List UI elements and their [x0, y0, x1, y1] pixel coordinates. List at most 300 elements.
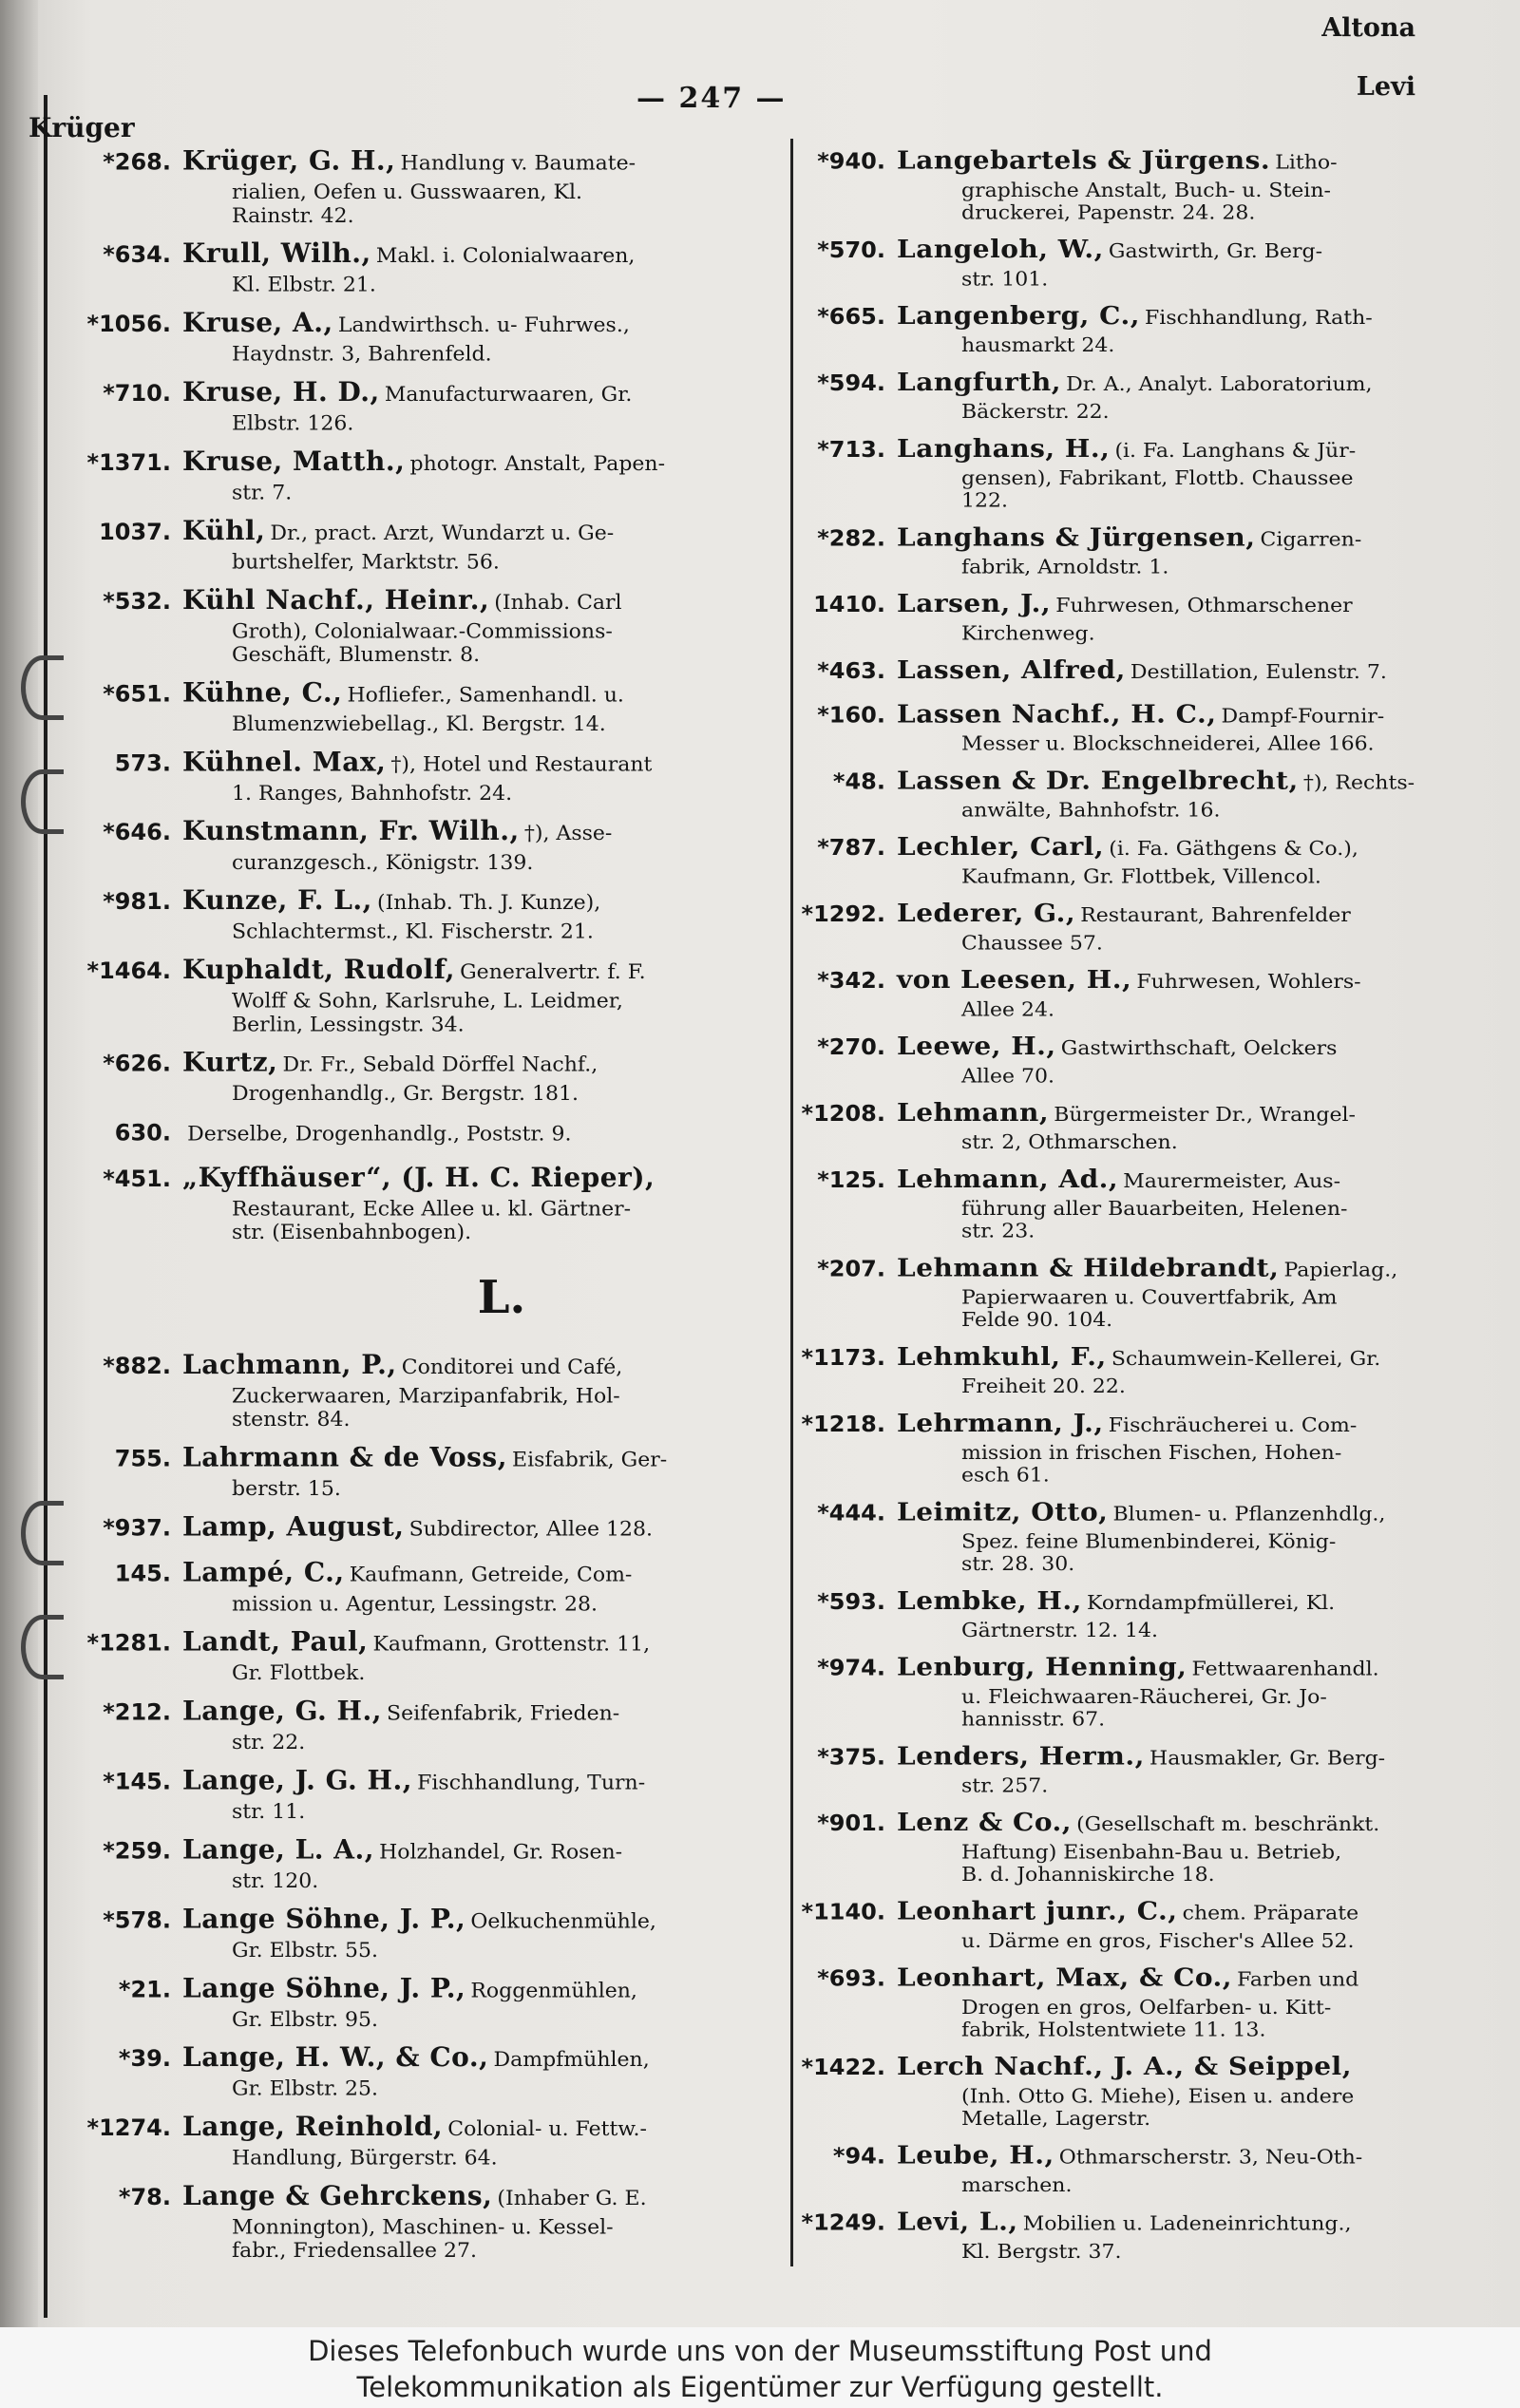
subscriber-name: Lange, J. G. H.,: [182, 1764, 413, 1796]
entry-continuation: Drogenhandlg., Gr. Bergstr. 181.: [232, 1082, 579, 1107]
entry-description: Fischhandlung, Rath-: [1145, 306, 1373, 330]
directory-entry: [38, 815, 775, 876]
directory-entry: [750, 898, 1440, 956]
phone-number: *651.: [103, 680, 171, 708]
directory-entry: [38, 884, 775, 945]
entry-description: Manufacturwaaren, Gr.: [384, 383, 633, 407]
directory-entry: [750, 1807, 1440, 1887]
entry-continuation: fabrik, Arnoldstr. 1.: [961, 556, 1169, 579]
entry-description: Maurermeister, Aus-: [1123, 1169, 1341, 1193]
directory-entry: [38, 1348, 775, 1432]
subscriber-name: Larsen, J.,: [897, 588, 1052, 618]
phone-number: *444.: [817, 1500, 885, 1526]
directory-entry: [750, 299, 1440, 357]
entry-description: Gastwirth, Gr. Berg-: [1108, 240, 1323, 263]
entry-continuation: gensen), Fabrikant, Flottb. Chaussee: [961, 467, 1354, 490]
phone-number: *937.: [103, 1514, 171, 1542]
subscriber-name: Kuphaldt, Rudolf,: [182, 954, 455, 985]
entry-continuation: mission u. Agentur, Lessingstr. 28.: [232, 1592, 598, 1617]
subscriber-name: Lassen & Dr. Engelbrecht,: [897, 765, 1299, 795]
subscriber-name: Lange, G. H.,: [182, 1695, 382, 1727]
entry-description: (Inhaber G. E.: [497, 2187, 647, 2210]
entry-continuation: berstr. 15.: [232, 1477, 341, 1501]
subscriber-name: Lenburg, Henning,: [897, 1652, 1188, 1682]
phone-number: *1249.: [801, 2209, 885, 2236]
entry-description: Generalvertr. f. F.: [460, 960, 646, 984]
entry-description: chem. Präparate: [1182, 1902, 1359, 1925]
right-guide-word: Levi: [1356, 72, 1416, 102]
subscriber-name: Kruse, H. D.,: [182, 376, 380, 408]
entry-description: Kaufmann, Getreide, Com-: [349, 1563, 633, 1587]
phone-number: *882.: [103, 1353, 171, 1379]
directory-entry: [750, 2206, 1440, 2264]
directory-entry: [38, 445, 775, 505]
phone-number: *282.: [817, 525, 885, 551]
entry-continuation: stenstr. 84.: [232, 1408, 351, 1432]
subscriber-name: Levi, L.,: [897, 2207, 1018, 2237]
phone-number: *212.: [103, 1698, 171, 1726]
left-guide-word: Krüger: [28, 112, 135, 143]
subscriber-name: von Leesen, H.,: [897, 964, 1132, 995]
entry-continuation: Metalle, Lagerstr.: [961, 2108, 1151, 2131]
directory-entry: [38, 2041, 775, 2102]
entry-continuation: Schlachtermst., Kl. Fischerstr. 21.: [232, 920, 594, 944]
entry-continuation: Allee 70.: [961, 1065, 1054, 1088]
entry-continuation: 1. Ranges, Bahnhofstr. 24.: [232, 782, 513, 806]
entry-description: (Inhab. Th. J. Kunze),: [376, 891, 601, 916]
entry-continuation: Restaurant, Ecke Allee u. kl. Gärtner-: [232, 1197, 632, 1222]
phone-number: *145.: [103, 1768, 171, 1795]
entry-continuation: Freiheit 20. 22.: [961, 1375, 1126, 1398]
entry-continuation: rialien, Oefen u. Gusswaaren, Kl.: [232, 180, 582, 205]
directory-entry: [750, 765, 1440, 823]
entry-continuation: Rainstr. 42.: [232, 204, 354, 228]
entry-description: Roggenmühlen,: [470, 1979, 637, 2003]
book-binding-shadow: [0, 0, 38, 2327]
entry-description: †), Hotel und Restaurant: [390, 752, 653, 777]
directory-entry: [38, 2111, 775, 2171]
entry-description: Blumen- u. Pflanzenhdlg.,: [1112, 1503, 1386, 1526]
entry-description: Mobilien u. Ladeneinrichtung.,: [1022, 2212, 1352, 2236]
subscriber-name: Kühnel. Max,: [182, 746, 387, 778]
subscriber-name: Lerch Nachf., J. A., & Seippel,: [897, 2051, 1352, 2081]
entry-continuation: Zuckerwaaren, Marzipanfabrik, Hol-: [232, 1384, 620, 1409]
entry-description: Landwirthsch. u- Fuhrwes.,: [337, 313, 630, 338]
entry-description: Fettwaarenhandl.: [1191, 1658, 1379, 1681]
phone-number: 755.: [114, 1445, 171, 1472]
subscriber-name: Langhans & Jürgensen,: [897, 521, 1256, 552]
subscriber-name: Lehrmann, J.,: [897, 1408, 1104, 1438]
directory-entry: [750, 1651, 1440, 1732]
entry-continuation: str. 120.: [232, 1869, 319, 1893]
phone-number: *646.: [103, 819, 171, 846]
directory-entry: [750, 1252, 1440, 1333]
directory-entry: [750, 1895, 1440, 1953]
directory-entry: [750, 366, 1440, 424]
subscriber-name: Lassen Nachf., H. C.,: [897, 698, 1217, 730]
entry-description: Bürgermeister Dr., Wrangel-: [1054, 1103, 1356, 1127]
entry-description: Holzhandel, Gr. Rosen-: [379, 1840, 623, 1865]
entry-description: (Gesellschaft m. beschränkt.: [1076, 1813, 1380, 1836]
entry-continuation: curanzgesch., Königstr. 139.: [232, 851, 534, 875]
entry-continuation: Allee 24.: [961, 998, 1054, 1022]
entry-continuation: Blumenzwiebellag., Kl. Bergstr. 14.: [232, 712, 606, 736]
entry-description: Fischhandlung, Turn-: [417, 1771, 646, 1795]
entry-description: (i. Fa. Langhans & Jür-: [1114, 439, 1357, 463]
directory-entry: [750, 831, 1440, 889]
entry-description: Derselbe, Drogenhandlg., Poststr. 9.: [187, 1122, 572, 1147]
entry-description: Papierlag.,: [1283, 1259, 1398, 1281]
phone-number: *268.: [103, 148, 171, 176]
directory-entry: [750, 654, 1440, 691]
subscriber-name: Lehmkuhl, F.,: [897, 1341, 1107, 1372]
city-header: Altona: [1321, 13, 1416, 43]
subscriber-name: Leimitz, Otto,: [897, 1496, 1109, 1526]
subscriber-name: Kunstmann, Fr. Wilh.,: [182, 815, 520, 847]
subscriber-name: „Kyffhäuser“, (J. H. C. Rieper),: [182, 1162, 656, 1193]
subscriber-name: Langhans, H.,: [897, 433, 1111, 464]
subscriber-name: Lange, H. W., & Co.,: [182, 2041, 489, 2074]
entry-description: Conditorei und Café,: [401, 1356, 623, 1379]
entry-description: †), Asse-: [523, 822, 613, 846]
subscriber-name: Kruse, A.,: [182, 307, 333, 338]
entry-continuation: Felde 90. 104.: [961, 1309, 1113, 1332]
subscriber-name: Lampé, C.,: [182, 1557, 345, 1588]
directory-entry: [38, 1510, 775, 1547]
entry-continuation: Chaussee 57.: [961, 932, 1103, 956]
directory-entry: [750, 144, 1440, 225]
entry-description: Dr., pract. Arzt, Wundarzt u. Ge-: [270, 521, 615, 545]
directory-entry: [38, 1161, 775, 1245]
entry-description: Dr. A., Analyt. Laboratorium,: [1066, 372, 1373, 396]
page-number: — 247 —: [636, 82, 787, 115]
phone-number: *570.: [817, 237, 885, 263]
subscriber-name: Krüger, G. H.,: [182, 144, 396, 177]
phone-number: *94.: [832, 2143, 885, 2170]
directory-entry: [38, 583, 775, 668]
entry-description: Kaufmann, Grottenstr. 11,: [372, 1632, 651, 1657]
entry-continuation: u. Därme en gros, Fischer's Allee 52.: [961, 1930, 1355, 1953]
entry-continuation: Kaufmann, Gr. Flottbek, Villencol.: [961, 865, 1321, 889]
phone-number: *270.: [817, 1034, 885, 1060]
entry-description: Restaurant, Bahrenfelder: [1080, 904, 1351, 927]
phone-number: *593.: [817, 1589, 885, 1615]
phone-number: *1218.: [801, 1411, 885, 1437]
entry-continuation: str. 101.: [961, 268, 1049, 291]
entry-description: Cigarren-: [1260, 528, 1362, 551]
subscriber-name: Krull, Wilh.,: [182, 237, 371, 270]
subscriber-name: Lenz & Co.,: [897, 1807, 1072, 1837]
subscriber-name: Lehmann & Hildebrandt,: [897, 1252, 1280, 1282]
phone-number: *125.: [817, 1167, 885, 1193]
entry-continuation: str. (Eisenbahnbogen).: [232, 1221, 472, 1244]
subscriber-name: Lahrmann & de Voss,: [182, 1441, 507, 1473]
directory-entry: [750, 1340, 1440, 1398]
subscriber-name: Kühl,: [182, 515, 266, 546]
entry-description: Handlung v. Baumate-: [400, 151, 636, 176]
directory-entry: [38, 375, 775, 436]
entry-continuation: Haftung) Eisenbahn-Bau u. Betrieb,: [961, 1841, 1342, 1865]
directory-entry: [38, 306, 775, 367]
subscriber-name: Leonhart, Max, & Co.,: [897, 1962, 1233, 1993]
entry-description: Colonial- u. Fettw.-: [447, 2117, 647, 2142]
entry-description: Oelkuchenmühle,: [470, 1909, 656, 1934]
phone-number: *39.: [118, 2045, 171, 2073]
directory-entry: [38, 953, 775, 1037]
phone-number: *1208.: [801, 1101, 885, 1127]
entry-description: Farben und: [1237, 1968, 1359, 1992]
entry-continuation: Spez. feine Blumenbinderei, König-: [961, 1530, 1337, 1554]
entry-continuation: 122.: [961, 489, 1008, 513]
directory-entry: [750, 1030, 1440, 1088]
entry-continuation: str. 11.: [232, 1800, 306, 1824]
entry-description: Fuhrwesen, Wohlers-: [1136, 971, 1361, 994]
subscriber-name: Kruse, Matth.,: [182, 446, 406, 477]
section-letter: L.: [477, 1271, 526, 1324]
entry-continuation: Haydnstr. 3, Bahrenfeld.: [232, 342, 492, 367]
subscriber-name: Kühne, C.,: [182, 676, 343, 709]
entry-continuation: str. 23.: [961, 1220, 1036, 1243]
entry-continuation: Gärtnerstr. 12. 14.: [961, 1620, 1158, 1642]
entry-continuation: Gr. Elbstr. 55.: [232, 1939, 379, 1962]
entry-continuation: graphische Anstalt, Buch- u. Stein-: [961, 179, 1331, 202]
entry-continuation: u. Fleichwaaren-Räucherei, Gr. Jo-: [961, 1686, 1327, 1709]
entry-continuation: Elbstr. 126.: [232, 411, 354, 436]
entry-description: Korndampfmüllerei, Kl.: [1086, 1591, 1336, 1615]
phone-number: *342.: [817, 968, 885, 994]
entry-continuation: str. 7.: [232, 481, 293, 505]
entry-description: Makl. i. Colonialwaaren,: [375, 244, 636, 269]
entry-description: Seifenfabrik, Frieden-: [387, 1701, 620, 1726]
entry-description: †), Rechts-: [1302, 771, 1416, 794]
left-column: [38, 144, 775, 2272]
entry-description: Dr. Fr., Sebald Dörffel Nachf.,: [282, 1052, 598, 1077]
directory-entry: [750, 2051, 1440, 2132]
subscriber-name: Leewe, H.,: [897, 1031, 1056, 1061]
phone-number: *532.: [103, 588, 171, 615]
directory-entry: [750, 1740, 1440, 1798]
phone-number: 630.: [114, 1119, 171, 1147]
entry-continuation: Kl. Elbstr. 21.: [232, 273, 376, 297]
directory-entry: [38, 1115, 775, 1152]
subscriber-name: Lamp, August,: [182, 1510, 405, 1543]
phone-number: *21.: [118, 1976, 171, 2003]
subscriber-name: Lange & Gehrckens,: [182, 2180, 493, 2211]
directory-entry: [750, 432, 1440, 513]
phone-number: *901.: [817, 1811, 885, 1836]
directory-entry: [750, 234, 1440, 292]
subscriber-name: Langebartels & Jürgens.: [897, 144, 1271, 176]
directory-entry: [38, 144, 775, 229]
entry-description: Schaumwein-Kellerei, Gr.: [1111, 1347, 1381, 1371]
phone-number: *634.: [103, 241, 171, 269]
entry-continuation: führung aller Bauarbeiten, Helenen-: [961, 1198, 1348, 1221]
phone-number: *1422.: [801, 2055, 885, 2080]
phone-number: *974.: [817, 1655, 885, 1681]
phone-number: *375.: [817, 1744, 885, 1770]
subscriber-name: Lembke, H.,: [897, 1585, 1082, 1616]
entry-continuation: B. d. Johanniskirche 18.: [961, 1864, 1215, 1887]
entry-continuation: hausmarkt 24.: [961, 334, 1115, 357]
subscriber-name: Lehmann,: [897, 1097, 1050, 1128]
directory-entry: [750, 1407, 1440, 1488]
subscriber-name: Lechler, Carl,: [897, 831, 1105, 862]
phone-number: 1410.: [813, 592, 885, 617]
entry-continuation: Gr. Flottbek.: [232, 1661, 366, 1686]
phone-number: *713.: [817, 436, 885, 463]
entry-description: Hofliefer., Samenhandl. u.: [347, 683, 624, 708]
directory-entry: [750, 698, 1440, 756]
entry-continuation: str. 22.: [232, 1731, 306, 1755]
entry-continuation: str. 28. 30.: [961, 1553, 1075, 1576]
phone-number: *665.: [817, 304, 885, 330]
entry-description: (Inhab. Carl: [494, 591, 622, 615]
copyright-line-1: Dieses Telefonbuch wurde uns von der Museumsstiftung Post und: [308, 2335, 1212, 2367]
entry-continuation: Geschäft, Blumenstr. 8.: [232, 643, 481, 667]
entry-continuation: Berlin, Lessingstr. 34.: [232, 1013, 465, 1037]
entry-continuation: Kl. Bergstr. 37.: [961, 2240, 1122, 2264]
phone-number: *1292.: [801, 901, 885, 927]
subscriber-name: Langfurth,: [897, 367, 1061, 397]
entry-continuation: (Inh. Otto G. Miehe), Eisen u. andere: [961, 2085, 1355, 2109]
entry-description: Dampfmühlen,: [493, 2048, 650, 2073]
directory-entry: [38, 1833, 775, 1894]
directory-entry: [38, 746, 775, 806]
subscriber-name: Lange, L. A.,: [182, 1833, 374, 1866]
phone-number: *259.: [103, 1837, 171, 1865]
entry-continuation: Drogen en gros, Oelfarben- u. Kitt-: [961, 1996, 1332, 2019]
entry-description: photogr. Anstalt, Papen-: [409, 452, 666, 476]
entry-description: Fuhrwesen, Othmarschener: [1055, 595, 1353, 617]
entry-description: Subdirector, Allee 128.: [408, 1517, 654, 1542]
phone-number: *78.: [118, 2184, 171, 2210]
phone-number: *451.: [103, 1166, 171, 1192]
entry-description: Fischräucherei u. Com-: [1108, 1413, 1358, 1437]
directory-entry: [750, 1496, 1440, 1577]
directory-entry: [750, 2139, 1440, 2197]
entry-description: Eisfabrik, Ger-: [512, 1448, 668, 1472]
directory-entry: [750, 1163, 1440, 1243]
right-column: [750, 144, 1440, 2272]
phone-number: *1056.: [86, 311, 171, 338]
phone-number: *1173.: [801, 1345, 885, 1371]
phone-number: *626.: [103, 1050, 171, 1077]
subscriber-name: Lachmann, P.,: [182, 1349, 397, 1380]
subscriber-name: Kühl Nachf., Heinr.,: [182, 584, 490, 616]
entry-continuation: fabr., Friedensallee 27.: [232, 2239, 478, 2264]
entry-continuation: anwälte, Bahnhofstr. 16.: [961, 799, 1221, 823]
phone-number: *1140.: [801, 1899, 885, 1925]
entry-description: Dampf-Fournir-: [1221, 705, 1385, 729]
subscriber-name: Lenders, Herm.,: [897, 1740, 1145, 1771]
entry-continuation: str. 2, Othmarschen.: [961, 1131, 1178, 1154]
directory-entry: [750, 1962, 1440, 2042]
phone-number: *1274.: [86, 2114, 171, 2142]
entry-continuation: marschen.: [961, 2174, 1073, 2197]
entry-continuation: Papierwaaren u. Couvertfabrik, Am: [961, 1286, 1338, 1310]
directory-entry: [38, 1764, 775, 1825]
subscriber-name: Leonhart junr., C.,: [897, 1896, 1178, 1926]
copyright-notice: [0, 2327, 1520, 2408]
directory-entry: [38, 1972, 775, 2033]
entry-continuation: druckerei, Papenstr. 24. 28.: [961, 201, 1256, 225]
subscriber-name: Lange Söhne, J. P.,: [182, 1972, 466, 2004]
directory-entry: [38, 1556, 775, 1617]
directory-entry: [38, 1695, 775, 1755]
phone-number: 1037.: [99, 519, 171, 545]
phone-number: 145.: [114, 1561, 171, 1587]
directory-entry: [750, 1096, 1440, 1154]
entry-continuation: Handlung, Bürgerstr. 64.: [232, 2146, 498, 2171]
phone-number: *693.: [817, 1965, 885, 1992]
phone-number: *207.: [817, 1256, 885, 1281]
entry-continuation: burtshelfer, Marktstr. 56.: [232, 550, 500, 575]
directory-entry: [750, 588, 1440, 646]
subscriber-name: Kurtz,: [182, 1047, 278, 1078]
subscriber-name: Landt, Paul,: [182, 1626, 369, 1658]
phone-number: *1464.: [86, 958, 171, 984]
entry-description: Gastwirthschaft, Oelckers: [1060, 1037, 1338, 1060]
phone-number: *940.: [817, 148, 885, 175]
subscriber-name: Lederer, G.,: [897, 898, 1076, 928]
entry-continuation: str. 257.: [961, 1774, 1049, 1798]
subscriber-name: Leube, H.,: [897, 2140, 1054, 2171]
entry-continuation: fabrik, Holstentwiete 11. 13.: [961, 2019, 1266, 2042]
directory-entry: [750, 1584, 1440, 1642]
entry-continuation: Messer u. Blockschneiderei, Allee 166.: [961, 732, 1375, 756]
subscriber-name: Langeloh, W.,: [897, 234, 1104, 264]
subscriber-name: Kunze, F. L.,: [182, 884, 372, 917]
directory-entry: [38, 1441, 775, 1502]
entry-continuation: Monnington), Maschinen- u. Kessel-: [232, 2215, 614, 2240]
directory-entry: [38, 1046, 775, 1107]
entry-continuation: Wolff & Sohn, Karlsruhe, L. Leidmer,: [232, 989, 623, 1014]
entry-continuation: Kirchenweg.: [961, 622, 1095, 646]
entry-description: Othmarscherstr. 3, Neu-Oth-: [1058, 2146, 1363, 2170]
subscriber-name: Lassen, Alfred,: [897, 654, 1126, 685]
subscriber-name: Lehmann, Ad.,: [897, 1164, 1119, 1194]
subscriber-name: Lange Söhne, J. P.,: [182, 1903, 466, 1935]
entry-continuation: Groth), Colonialwaar.-Commissions-: [232, 619, 613, 644]
phone-number: *463.: [817, 658, 885, 684]
phone-number: *787.: [817, 835, 885, 861]
entry-continuation: esch 61.: [961, 1464, 1050, 1488]
copyright-line-2: Telekommunikation als Eigentümer zur Verfügung gestellt.: [356, 2371, 1164, 2403]
entry-continuation: hannisstr. 67.: [961, 1708, 1106, 1732]
phone-number: *160.: [817, 702, 885, 729]
phone-number: *981.: [103, 888, 171, 916]
phone-number: *1371.: [86, 449, 171, 476]
entry-description: Hausmakler, Gr. Berg-: [1150, 1747, 1386, 1770]
directory-entry: [38, 2179, 775, 2264]
entry-continuation: mission in frischen Fischen, Hohen-: [961, 1442, 1342, 1465]
subscriber-name: Lange, Reinhold,: [182, 2111, 444, 2143]
entry-description: Litho-: [1275, 151, 1338, 175]
phone-number: *578.: [103, 1906, 171, 1934]
directory-entry: [38, 1903, 775, 1963]
directory-entry: [38, 676, 775, 737]
phone-number: 573.: [114, 749, 171, 777]
directory-entry: [38, 237, 775, 298]
entry-description: (i. Fa. Gäthgens & Co.),: [1109, 838, 1358, 861]
phone-number: *594.: [817, 370, 885, 396]
directory-entry: [38, 1625, 775, 1686]
directory-entry: [750, 521, 1440, 579]
phone-number: *48.: [832, 768, 885, 794]
entry-continuation: Bäckerstr. 22.: [961, 401, 1110, 424]
entry-continuation: Gr. Elbstr. 95.: [232, 2008, 379, 2032]
phone-number: *710.: [103, 380, 171, 407]
